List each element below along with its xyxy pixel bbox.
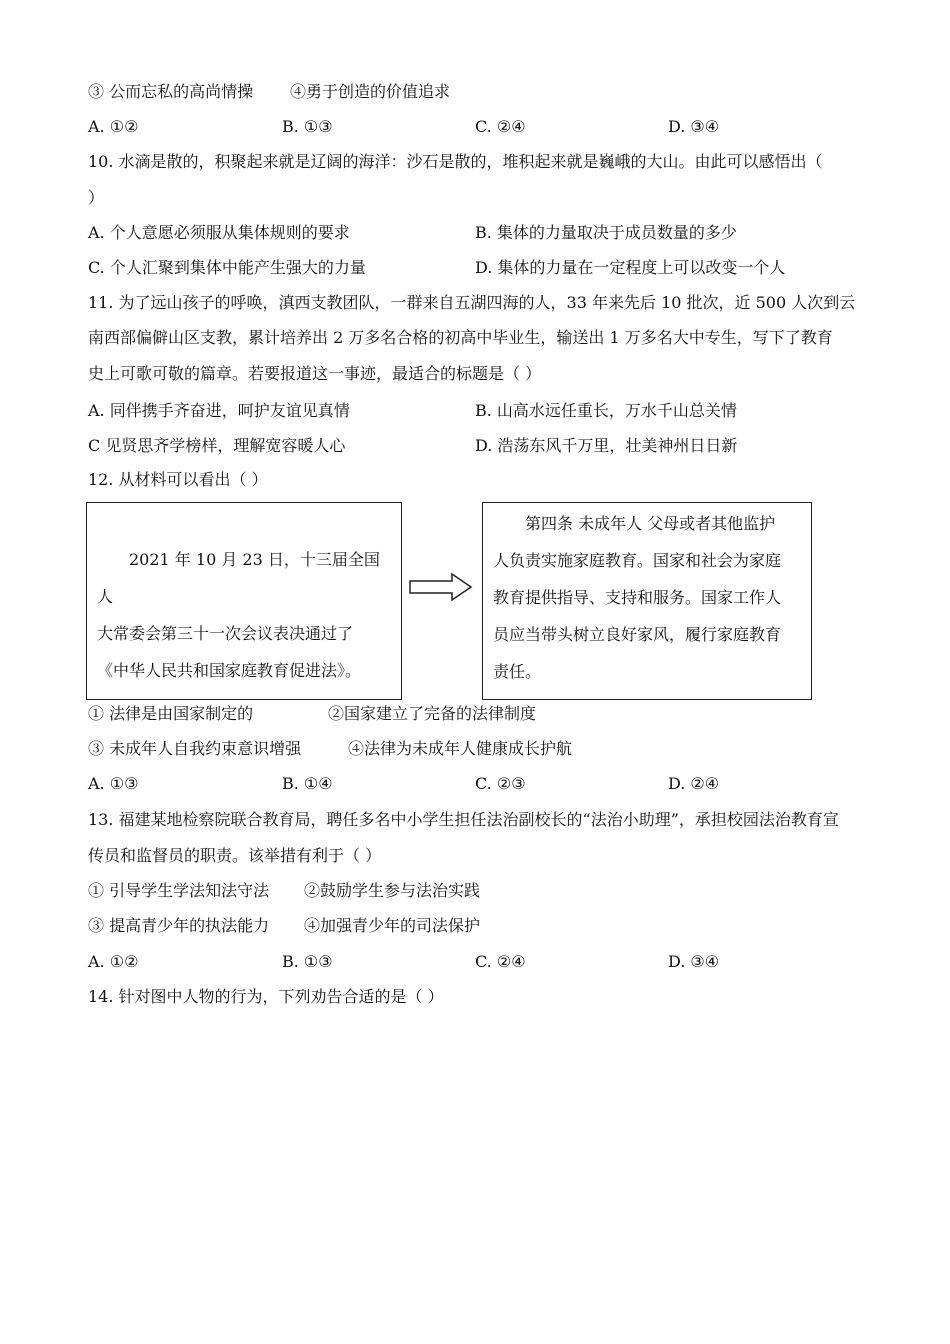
q13-option-a: A. ①② (88, 952, 139, 971)
q11-option-c: C 见贤思齐学榜样，理解宽容暖人心 (88, 436, 346, 455)
q12-option-b: B. ①④ (282, 774, 333, 793)
q12-material-box-left (86, 502, 402, 700)
q12-item-2: ②国家建立了完备的法律制度 (328, 704, 537, 723)
q10-option-c: C. 个人汇聚到集体中能产生强大的力量 (88, 258, 366, 277)
q13-stem-line1: 13. 福建某地检察院联合教育局，聘任多名中小学生担任法治副校长的“法治小助理”，承担校园法治教育宣 (88, 810, 839, 829)
q9-option-b: B. ①③ (282, 117, 333, 136)
right-arrow-icon (408, 572, 474, 602)
q12-item-3: ③ 未成年人自我约束意识增强 (88, 739, 302, 758)
q11-option-b: B. 山高水远任重长，万水千山总关情 (475, 401, 737, 420)
q13-option-c: C. ②④ (475, 952, 526, 971)
q11-option-a: A. 同伴携手齐奋进，呵护友谊见真情 (88, 401, 350, 420)
q12-right-line1: 第四条 未成年人 父母或者其他监护 (525, 514, 776, 533)
q13-item-3: ③ 提高青少年的执法能力 (88, 916, 270, 935)
q9-option-a: A. ①② (88, 117, 139, 136)
q13-option-d: D. ③④ (668, 952, 720, 971)
q13-item-2: ②鼓励学生参与法治实践 (304, 881, 481, 900)
q12-left-line2: 大常委会第三十一次会议表决通过了 (97, 624, 354, 643)
q10-option-d: D. 集体的力量在一定程度上可以改变一个人 (475, 258, 786, 277)
q9-option-c: C. ②④ (475, 117, 526, 136)
q11-stem-line1: 11. 为了远山孩子的呼唤，滇西支教团队，一群来自五湖四海的人，33 年来先后 10 批次，近 500 人次到云 (88, 293, 856, 312)
q9-item-3: ③ 公而忘私的高尚情操 (88, 82, 254, 101)
q12-option-d: D. ②④ (668, 774, 720, 793)
q10-stem-line1: 10. 水滴是散的，积聚起来就是辽阔的海洋：沙石是散的，堆积起来就是巍峨的大山。由此可以感悟出（ (88, 152, 823, 171)
q12-item-1: ① 法律是由国家制定的 (88, 704, 254, 723)
q10-option-b: B. 集体的力量取决于成员数量的多少 (475, 223, 737, 242)
q13-stem-line2: 传员和监督员的职责。该举措有利于（ ） (88, 846, 382, 865)
q13-item-1: ① 引导学生学法知法守法 (88, 881, 270, 900)
q12-item-4: ④法律为未成年人健康成长护航 (348, 739, 573, 758)
q12-right-line4: 员应当带头树立良好家风，履行家庭教育 (493, 625, 782, 644)
q11-stem-line3: 史上可歌可敬的篇章。若要报道这一事迹，最适合的标题是（ ） (88, 364, 542, 383)
q12-right-line2: 人负责实施家庭教育。国家和社会为家庭 (493, 551, 782, 570)
q12-left-line1: 2021 年 10 月 23 日，十三届全国人 (97, 550, 380, 606)
q11-option-d: D. 浩荡东风千万里，壮美神州日日新 (475, 436, 738, 455)
q12-material-box-right (482, 502, 812, 700)
q12-right-line5: 责任。 (493, 662, 542, 681)
q12-stem: 12. 从材料可以看出（ ） (88, 470, 268, 489)
q10-option-a: A. 个人意愿必须服从集体规则的要求 (88, 223, 350, 242)
q9-item-4: ④勇于创造的价值追求 (290, 82, 451, 101)
q12-left-line3: 《中华人民共和国家庭教育促进法》。 (97, 661, 362, 680)
q12-right-line3: 教育提供指导、支持和服务。国家工作人 (493, 588, 782, 607)
q13-option-b: B. ①③ (282, 952, 333, 971)
q10-stem-line2: ） (88, 188, 105, 207)
q12-option-c: C. ②③ (475, 774, 526, 793)
q12-option-a: A. ①③ (88, 774, 139, 793)
q11-stem-line2: 南西部偏僻山区支教，累计培养出 2 万多名合格的初高中毕业生，输送出 1 万多名大中专生，写下了教育 (88, 328, 833, 347)
q9-option-d: D. ③④ (668, 117, 720, 136)
q14-stem: 14. 针对图中人物的行为，下列劝告合适的是（ ） (88, 987, 444, 1006)
q13-item-4: ④加强青少年的司法保护 (304, 916, 481, 935)
